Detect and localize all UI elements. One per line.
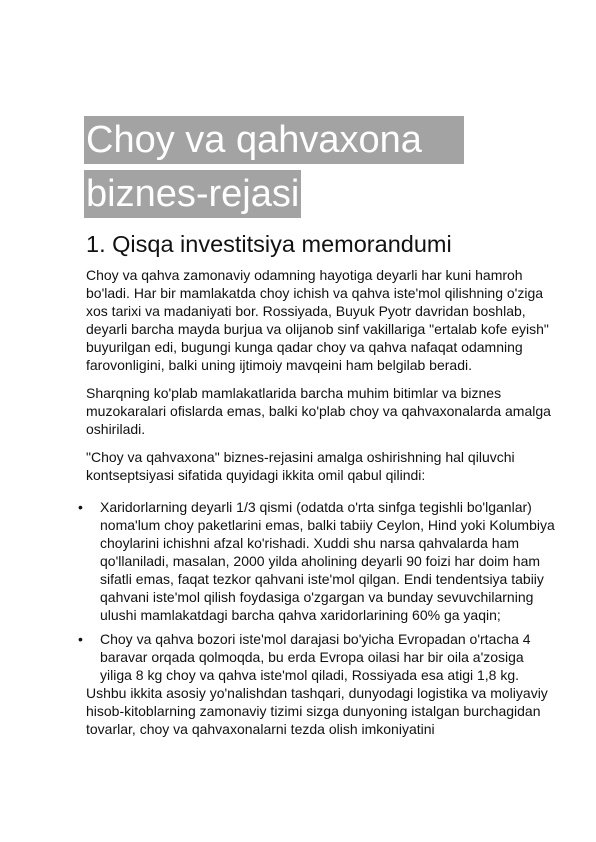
bullet-item-1 xyxy=(78,498,556,624)
bullet-item-2 xyxy=(78,630,556,684)
closing-paragraph: Ushbu ikkita asosiy yo'nalishdan tashqari, dunyodagi logistika va moliyaviy hisob-kitoblarning zamonaviy tizimi sizga dunyoning istalgan burchagidan tovarlar, choy va qahvaxonalarni tezda olish imkoniyatini xyxy=(86,685,548,737)
title-line-1: Choy va qahvaxona xyxy=(84,116,464,164)
bullet-icon: • xyxy=(78,631,83,647)
paragraph-1: Choy va qahva zamonaviy odamning hayotiga deyarli har kuni hamroh bo'ladi. Har bir mamlakatda choy ichish va qahva iste'mol qilishning o'ziga xos tarixi va madaniyati bor. Rossiyada, Buyuk Pyotr davridan boshlab, deyarli barcha mayda burjua va olijanob sinf vakillariga "ertalab kofe eyish" buyurilgan edi, bugungi kunga qadar choy va qahva nafaqat odamning farovonligini, balki uning ijtimoiy mavqeini ham belgilab beradi. xyxy=(86,267,549,373)
bullet-text-2: Choy va qahva bozori iste'mol darajasi bo'yicha Evropadan o'rtacha 4 baravar orqada qolmoqda, bu erda Evropa oilasi har bir oila a'zosiga yiliga 8 kg choy va qahva iste'mol qiladi, Rossiyada esa atigi 1,8 kg. xyxy=(100,631,531,683)
title-line-2: biznes-rejasi xyxy=(84,170,301,218)
document-body xyxy=(78,266,556,738)
bullet-text-1: Xaridorlarning deyarli 1/3 qismi (odatda o'rta sinfga tegishli bo'lganlar) noma'lum choy paketlarini emas, balki tabiiy Ceylon, Hind yoki Kolumbiya choylarini ichishni afzal ko'rishadi. Xuddi shu narsa qahvalarda ham qo'llaniladi, masalan, 2000 yilda aholining deyarli 90 foizi har doim ham sifatli emas, faqat tezkor qahvani iste'mol qilgan. Endi tendentsiya tabiiy qahvani iste'mol qilish foydasiga o'zgargan va bunday sevuvchilarning ulushi mamlakatdagi barcha qahva xaridorlarining 60% ga yaqin; xyxy=(100,499,555,623)
paragraph-3: "Choy va qahvaxona" biznes-rejasini amalga oshirishning hal qiluvchi kontseptsiyasi sifatida quyidagi ikkita omil qabul qilindi: xyxy=(86,449,515,483)
paragraph-2: Sharqning ko'plab mamlakatlarida barcha muhim bitimlar va biznes muzokaralari ofislarda emas, balki ko'plab choy va qahvaxonalarda amalga oshiriladi. xyxy=(86,385,551,437)
bullet-icon: • xyxy=(78,499,83,515)
bullet-list xyxy=(78,498,556,684)
section-heading: 1. Qisqa investitsiya memorandumi xyxy=(86,231,452,257)
document-title xyxy=(84,116,464,224)
